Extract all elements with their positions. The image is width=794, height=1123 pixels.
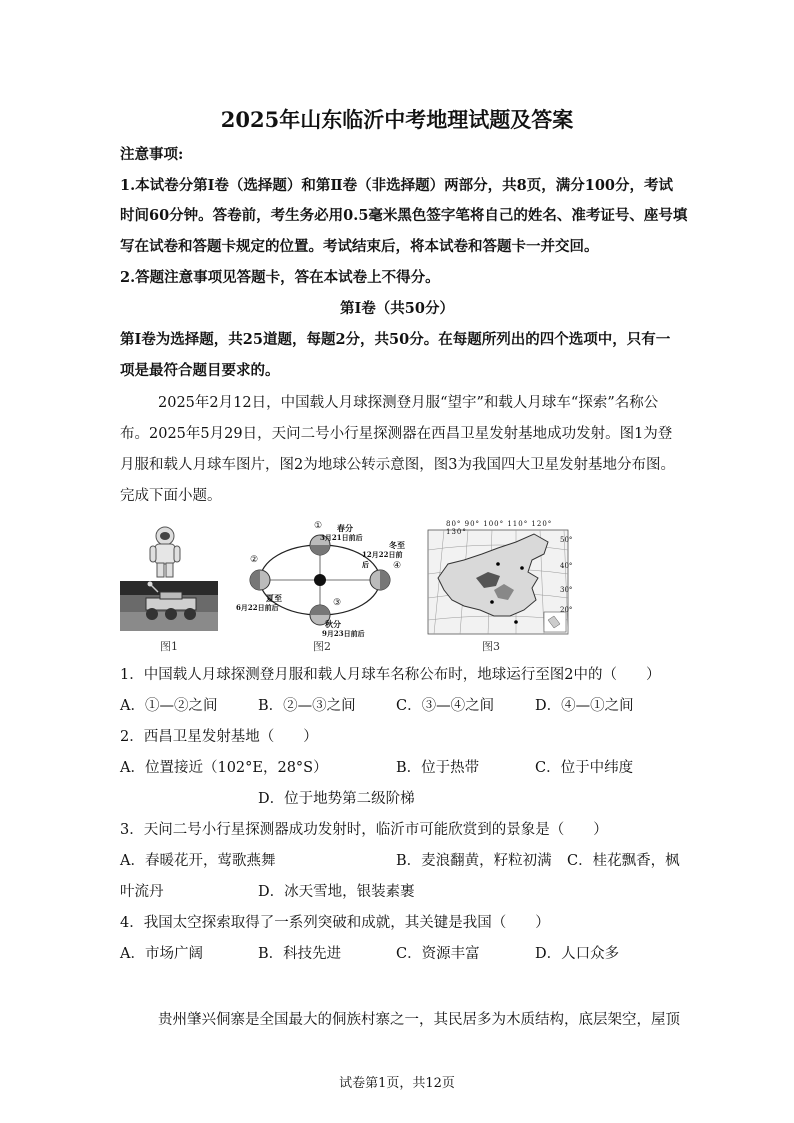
- page-title: 2025年山东临沂中考地理试题及答案: [220, 107, 574, 132]
- autumn-label: 秋分: [325, 619, 341, 629]
- question-1-stem: 1．中国载人月球探测登月服和载人月球车名称公布时，地球运行至图2中的（ ）: [120, 667, 661, 683]
- passage-line-2: 布。2025年5月29日，天问二号小行星探测器在西昌卫星发射基地成功发射。图1为登: [120, 426, 673, 442]
- orbit-number-2: ②: [250, 555, 259, 565]
- figure-2: [236, 520, 406, 640]
- map-lat-40: 40°: [560, 562, 573, 570]
- map-lat-50: 50°: [560, 536, 573, 544]
- orbit-number-4: ④: [393, 561, 402, 571]
- question-4-option-d: D．人口众多: [535, 946, 620, 962]
- figure-2-caption: 图2: [313, 640, 331, 653]
- question-2-option-c: C．位于中纬度: [535, 760, 634, 776]
- question-2-option-b: B．位于热带: [396, 760, 480, 776]
- winter-label: 冬至: [389, 540, 405, 550]
- question-3-stem: 3．天问二号小行星探测器成功发射时，临沂市可能欣赏到的景象是（ ）: [120, 822, 608, 838]
- astronaut-rover-image: [120, 522, 218, 637]
- figure-1: [120, 522, 218, 637]
- figure-1-caption: 图1: [160, 640, 178, 653]
- question-2-stem: 2．西昌卫星发射基地（ ）: [120, 729, 318, 745]
- winter-date: 12月22日前后: [362, 550, 403, 569]
- question-3-option-b: B．麦浪翻黄，籽粒初满: [396, 853, 552, 869]
- question-3-option-d: D．冰天雪地，银装素裹: [258, 884, 415, 900]
- passage-line-4: 完成下面小题。: [120, 488, 222, 504]
- summer-label: 夏至: [266, 593, 282, 603]
- question-2-option-a: A．位置接近（102°E，28°S）: [120, 760, 328, 776]
- china-map: [424, 520, 572, 638]
- section-desc-1: 第Ⅰ卷为选择题，共25道题，每题2分，共50分。在每题所列出的四个选项中，只有一: [120, 331, 671, 348]
- figure-3: [424, 520, 572, 638]
- autumn-date: 9月23日前后: [322, 629, 365, 638]
- spring-date: 3月21日前后: [320, 533, 363, 542]
- section-desc-2: 项是最符合题目要求的。: [120, 362, 280, 379]
- map-lat-30: 30°: [560, 586, 573, 594]
- next-passage-line: 贵州肇兴侗寨是全国最大的侗族村寨之一，其民居多为木质结构，底层架空，屋顶: [158, 1012, 680, 1028]
- question-3-option-a: A．春暖花开，莺歌燕舞: [120, 853, 276, 869]
- notice-line-3: 写在试卷和答题卡规定的位置。考试结束后，将本试卷和答题卡一并交回。: [120, 238, 599, 255]
- sun-icon: [314, 574, 326, 586]
- question-3-option-c-cont: 叶流丹: [120, 884, 164, 900]
- earth-summer-icon: [250, 570, 270, 590]
- question-4-stem: 4．我国太空探索取得了一系列突破和成就，其关键是我国（ ）: [120, 915, 550, 931]
- launch-base-icon: [520, 566, 524, 570]
- notice-heading: 注意事项:: [120, 146, 184, 163]
- launch-base-icon: [490, 600, 494, 604]
- earth-winter-icon: [370, 570, 390, 590]
- orbit-number-1: ①: [314, 521, 323, 531]
- notice-line-4: 2.答题注意事项见答题卡，答在本试卷上不得分。: [120, 269, 440, 286]
- launch-base-icon: [514, 620, 518, 624]
- question-4-option-c: C．资源丰富: [396, 946, 480, 962]
- question-1-option-a: A．①—②之间: [120, 698, 218, 714]
- map-lat-20: 20°: [560, 606, 573, 614]
- astronaut-icon: [150, 527, 180, 577]
- passage-line-3: 月服和载人月球车图片，图2为地球公转示意图，图3为我国四大卫星发射基地分布图。: [120, 457, 675, 473]
- spring-label: 春分: [337, 523, 353, 533]
- launch-base-icon: [496, 562, 500, 566]
- figure-3-caption: 图3: [482, 640, 500, 653]
- map-longitude-labels: 80° 90° 100° 110° 120° 130°: [446, 520, 553, 536]
- question-1-option-b: B．②—③之间: [258, 698, 356, 714]
- question-1-option-d: D．④—①之间: [535, 698, 634, 714]
- question-2-option-d: D．位于地势第二级阶梯: [258, 791, 415, 807]
- passage-line-1: 2025年2月12日，中国载人月球探测登月服“望宇”和载人月球车“探索”名称公: [158, 395, 659, 411]
- question-3-option-c: C．桂花飘香，枫: [567, 853, 680, 869]
- notice-line-1: 1.本试卷分第Ⅰ卷（选择题）和第Ⅱ卷（非选择题）两部分，共8页，满分100分，考试: [120, 177, 673, 194]
- summer-date: 6月22日前后: [236, 603, 279, 612]
- notice-line-2: 时间60分钟。答卷前，考生务必用0.5毫米黑色签字笔将自己的姓名、准考证号、座号填: [120, 207, 688, 224]
- question-4-option-b: B．科技先进: [258, 946, 342, 962]
- page-footer: 试卷第1页，共12页: [339, 1076, 455, 1091]
- section-title: 第Ⅰ卷（共50分）: [340, 300, 454, 317]
- orbit-number-3: ③: [333, 598, 342, 608]
- question-1-option-c: C．③—④之间: [396, 698, 495, 714]
- question-4-option-a: A．市场广阔: [120, 946, 203, 962]
